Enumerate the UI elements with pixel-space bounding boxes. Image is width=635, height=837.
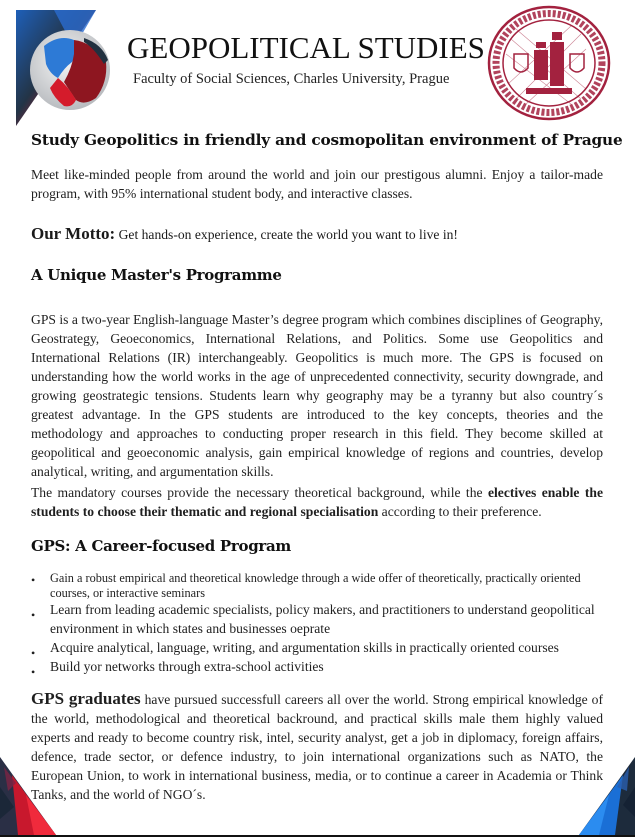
corner-decoration-left-icon xyxy=(0,757,56,835)
list-item xyxy=(31,657,603,679)
globe-logo-icon xyxy=(14,8,114,126)
intro-heading: Study Geopolitics in friendly and cosmopolitan environment of Prague xyxy=(31,131,623,149)
intro-paragraph: Meet like-minded people from around the world and join our prestigous alumni. Enjoy a tailor-made program, with 95% international student body, and interactive classes. xyxy=(31,167,603,201)
unique-programme-heading: A Unique Master's Programme xyxy=(31,266,282,284)
bullet-icon: • xyxy=(31,646,36,660)
career-heading: GPS: A Career-focused Program xyxy=(31,537,291,555)
list-item-text: Acquire analytical, language, writing, and argumentation skills in practically oriented courses xyxy=(50,640,559,655)
list-item xyxy=(31,571,603,600)
mandatory-courses-paragraph xyxy=(31,483,603,521)
career-list xyxy=(31,571,603,679)
bullet-icon: • xyxy=(31,608,36,622)
motto-label: Our Motto: xyxy=(31,224,116,243)
site-title: GEOPOLITICAL STUDIES xyxy=(127,30,485,65)
site-subtitle: Faculty of Social Sciences, Charles University, Prague xyxy=(133,71,450,87)
bullet-icon: • xyxy=(31,573,36,587)
graduates-bold: GPS graduates xyxy=(31,689,141,708)
list-item xyxy=(31,638,603,660)
bullet-icon: • xyxy=(31,665,36,679)
list-item-text: Learn from leading academic specialists, policy makers, and practitioners to understand geopolitical environment in which states and businesses oeprate xyxy=(50,602,595,636)
unique-programme-paragraph: GPS is a two-year English-language Master’s degree program which combines disciplines of Geography, Geostrategy, Geoeconomics, International Relations, and Politics. Some use Geopolitics and International Relations (IR) interchangeably. Geopolitics is much more. The GPS is focused on understanding how the world works in the age of unprecedented connectivity, security downgrade, and growing geostrategic tensions. Students learn why geography may be a tyranny but also country´s greatest advantage. In the GPS students are introduced to the key concepts, theories and the methodology and approaches to conducting proper research in this field. They become skilled at geopolitical and geoeconomic analysis, gain empirical knowledge of regions and countries, develop analytical, writing, and argumentation skills. xyxy=(31,312,603,479)
list-item-text: Gain a robust empirical and theoretical knowledge through a wide offer of theoretically, practically oriented courses, or interactive seminars xyxy=(50,571,581,600)
university-seal-icon xyxy=(486,4,612,122)
graduates-text: have pursued successfull careers all over the world. Strong empirical knowledge of the world, methodological and theoretical backround, and practical skills male them highly valued experts and ready to become country risk, intel, security analyst, get a job in diplomacy, foreign affairs, defence, trade sector, or defence industry, to join international organizations such as NATO, the European Union, to work in international business, media, or to continue a career in Academia or Think Tanks, and the world of NGO´s. xyxy=(31,692,603,802)
graduates-paragraph xyxy=(31,689,603,804)
motto-text: Get hands-on experience, create the world you want to live in! xyxy=(115,227,458,242)
list-item-text: Build yor networks through extra-school activities xyxy=(50,659,324,674)
motto-line xyxy=(31,224,603,244)
mandatory-text-bold: electives enable the students to choose their thematic and regional specialisation xyxy=(31,485,603,519)
mandatory-text-after: according to their preference. xyxy=(378,504,542,519)
list-item xyxy=(31,600,603,638)
mandatory-text-before: The mandatory courses provide the necessary theoretical background, while the xyxy=(31,485,488,500)
corner-decoration-right-icon xyxy=(579,757,635,835)
